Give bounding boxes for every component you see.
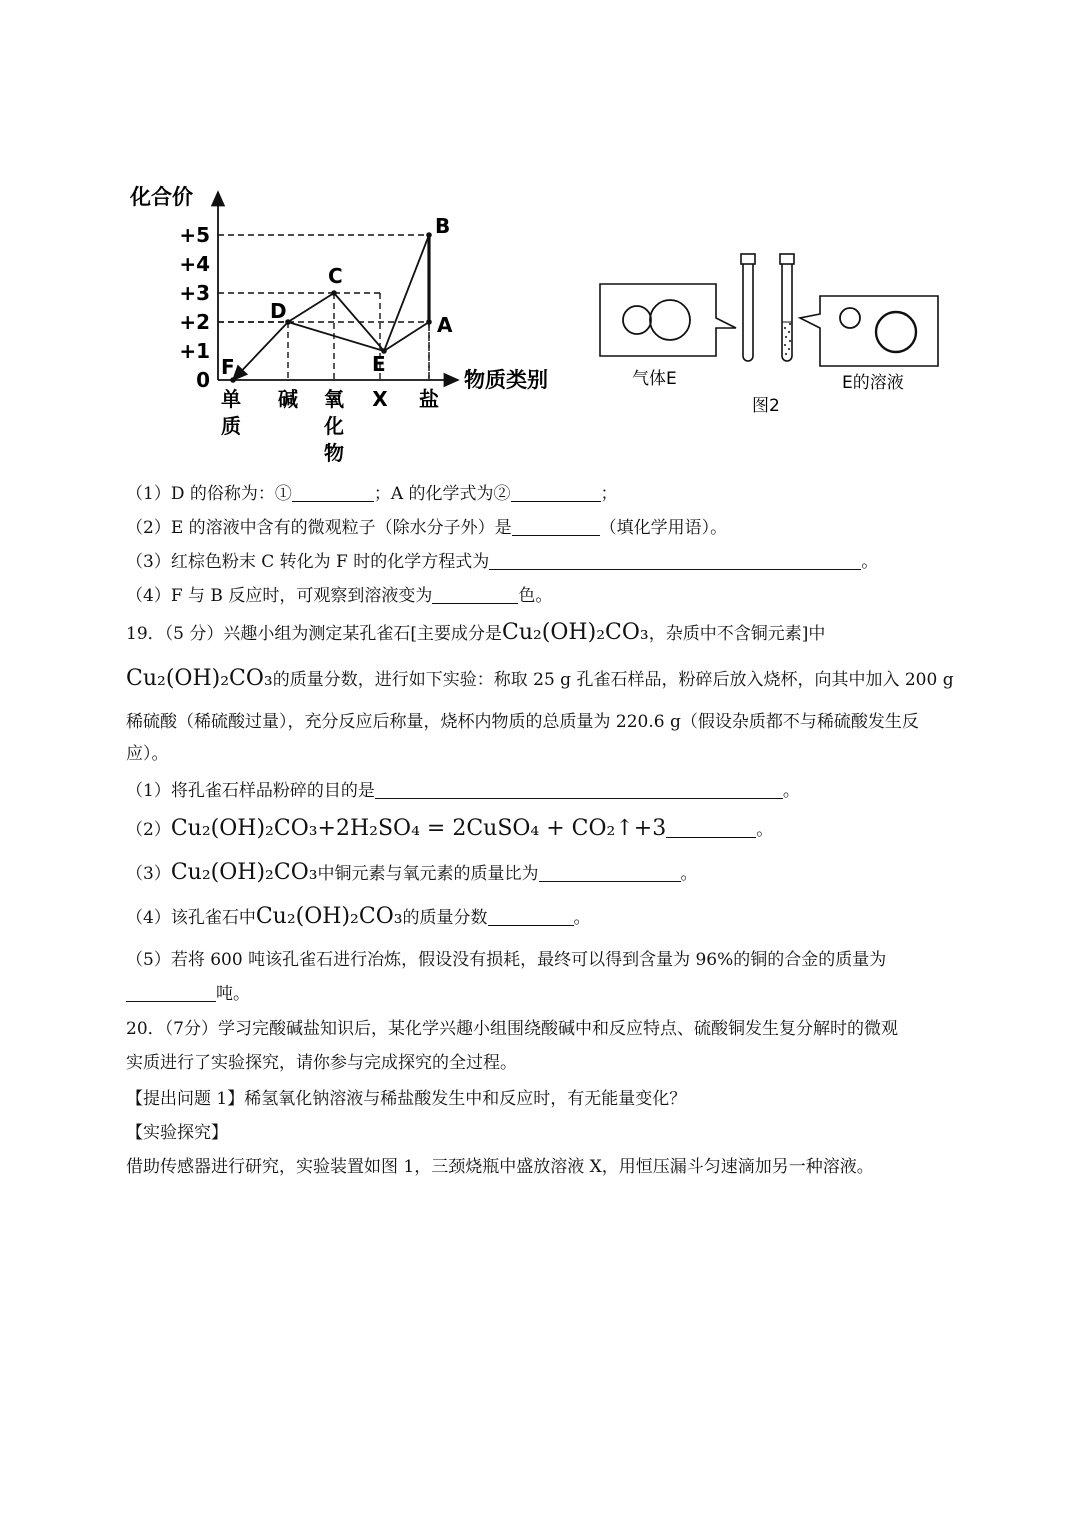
q19-p3-mid: 中铜元素与氧元素的质量比为: [317, 864, 539, 884]
q19-part3: [126, 862, 956, 885]
q19-p1-prompt: （1）将孔雀石样品粉碎的目的是: [126, 781, 375, 801]
q19-head: 19．（5 分）兴趣小组为测定某孔雀石[主要成分是: [126, 624, 502, 644]
gas-e-box: [600, 284, 736, 356]
y-tick-label: +3: [179, 281, 210, 305]
q19-intro-line3: 稀硫酸（稀硫酸过量），充分反应后称量，烧杯内物质的总质量为 220.6 g（假设杂质都不与稀硫酸发生反: [126, 712, 919, 732]
point-c: [331, 290, 337, 296]
q18-part4: [126, 585, 956, 607]
q19-intro-line1: [126, 622, 956, 645]
q19-p4-end: 。: [573, 908, 591, 928]
q19-intro-line2: [126, 668, 956, 691]
q18-p1-prompt: （1）D 的俗称为：①: [126, 484, 292, 504]
x-tick-label: 物: [324, 441, 344, 465]
q18-part1: [126, 483, 956, 505]
q19-intro-line4: 应）。: [126, 744, 169, 764]
y-tick-label: 0: [196, 368, 210, 392]
point-b: [426, 232, 432, 238]
q18-p1-end: ；: [600, 484, 618, 504]
q19-part4: [126, 906, 956, 929]
y-tick-label: +2: [179, 310, 210, 334]
chart-transition-lines: [233, 235, 429, 380]
line-d-f: [233, 322, 288, 380]
q18-p4-blank[interactable]: [432, 586, 518, 604]
q18-p1-blank-1[interactable]: [292, 484, 374, 502]
y-tick-label: +4: [179, 252, 210, 276]
x-axis-title: 物质类别: [464, 368, 548, 392]
q18-p2-blank[interactable]: [512, 518, 600, 536]
q19-part5-line1: （5）若将 600 吨该孔雀石进行冶炼，假设没有损耗，最终可以得到含量为 96%的铜的合金的质量为: [126, 950, 887, 970]
q20-question-1: 【提出问题 1】稀氢氧化钠溶液与稀盐酸发生中和反应时，有无能量变化？: [126, 1089, 687, 1109]
q19-p1-end: 。: [782, 781, 800, 801]
q18-p1-mid: ；A 的化学式为②: [373, 484, 511, 504]
q20-line5: 借助传感器进行研究，实验装置如图 1，三颈烧瓶中盛放溶液 X，用恒压漏斗匀速滴加另一种溶液。: [126, 1157, 874, 1177]
point-label-d: D: [270, 299, 287, 323]
x-tick-label: X: [372, 387, 388, 411]
q18-p4-prompt: （4）F 与 B 反应时，可观察到溶液变为: [126, 586, 433, 606]
q19-formula-3: Cu₂(OH)₂CO₃: [170, 816, 318, 841]
q19-p5-end: 吨。: [216, 984, 250, 1004]
solution-e-box: [800, 296, 938, 366]
q19-p4-mid: 的质量分数: [402, 908, 488, 928]
x-tick-label: 盐: [419, 387, 439, 411]
q19-part5-line2: [126, 983, 956, 1005]
q19-p3-end: 。: [680, 864, 698, 884]
test-tube-gas: [741, 254, 755, 361]
x-tick-label: 单: [221, 387, 241, 411]
y-axis-title: 化合价: [130, 185, 193, 209]
y-tick-label: +5: [179, 223, 210, 247]
chart-labels: [129, 185, 548, 465]
q20-line1: 20．（7分）学习完酸碱盐知识后，某化学兴趣小组围绕酸碱中和反应特点、硫酸铜发生复分解时的微观: [126, 1019, 898, 1039]
valence-category-chart: [118, 178, 578, 478]
figure-2-diagram: [596, 248, 946, 423]
q20-explore-heading: 【实验探究】: [126, 1123, 228, 1143]
point-label-f: F: [221, 355, 235, 379]
q18-part2: [126, 517, 956, 539]
q19-formula-2: Cu₂(OH)₂CO₃: [126, 666, 273, 691]
x-tick-label: 碱: [278, 387, 298, 411]
q19-formula-4: Cu₂(OH)₂CO₃: [170, 860, 318, 885]
q18-p4-end: 色。: [518, 586, 553, 606]
q18-p3-end: 。: [861, 552, 879, 572]
q19-head-b: ，杂质中不含铜元素]中: [648, 624, 826, 644]
line-e-a: [384, 322, 429, 351]
q19-p2-blank[interactable]: [666, 820, 756, 838]
q19-p3-prompt: （3）: [126, 864, 171, 884]
q19-line2-text: 的质量分数，进行如下实验：称取 25 g 孔雀石样品，粉碎后放入烧杯，向其中加入 200 g: [272, 670, 954, 690]
q19-equation: +2H₂SO₄ = 2CuSO₄ + CO₂↑+3: [317, 816, 667, 841]
q18-p2-end: （填化学用语）。: [599, 518, 728, 538]
q18-part3: [126, 551, 956, 573]
point-label-a: A: [437, 313, 453, 337]
figure-2-caption: 图2: [752, 396, 780, 416]
point-label-c: C: [328, 264, 343, 288]
q19-p5-blank[interactable]: [126, 984, 216, 1002]
y-tick-label: +1: [179, 339, 210, 363]
chart-guide-lines: [218, 235, 429, 380]
q19-p3-blank[interactable]: [539, 864, 681, 882]
q19-part1: [126, 780, 956, 802]
q19-p2-end: 。: [756, 820, 774, 840]
test-tube-solution: [780, 254, 794, 361]
point-a: [426, 319, 432, 325]
q20-line2: 实质进行了实验探究，请你参与完成探究的全过程。: [126, 1053, 517, 1073]
point-label-e: E: [372, 352, 386, 376]
q19-p2-prompt: （2）: [126, 820, 171, 840]
q19-p1-blank[interactable]: [375, 781, 783, 799]
q19-formula-5: Cu₂(OH)₂CO₃: [255, 904, 403, 929]
q18-p1-blank-2[interactable]: [511, 484, 601, 502]
line-d-e: [288, 322, 384, 351]
x-tick-label: 化: [324, 414, 344, 438]
q19-p4-prompt: （4）该孔雀石中: [126, 908, 256, 928]
line-c-d: [288, 293, 334, 322]
solution-e-label: E的溶液: [842, 373, 904, 393]
q19-part2: [126, 818, 956, 841]
gas-e-label: 气体E: [632, 369, 677, 389]
q19-p4-blank[interactable]: [488, 908, 574, 926]
x-tick-label: 质: [221, 414, 241, 438]
q18-p3-blank[interactable]: [489, 552, 861, 570]
q18-p3-prompt: （3）红棕色粉末 C 转化为 F 时的化学方程式为: [126, 552, 490, 572]
x-tick-label: 氧: [324, 387, 344, 411]
q18-p2-prompt: （2）E 的溶液中含有的微观粒子（除水分子外）是: [126, 518, 512, 538]
point-label-b: B: [435, 214, 451, 238]
line-e-b: [384, 235, 429, 351]
q19-formula-1: Cu₂(OH)₂CO₃: [501, 620, 649, 645]
